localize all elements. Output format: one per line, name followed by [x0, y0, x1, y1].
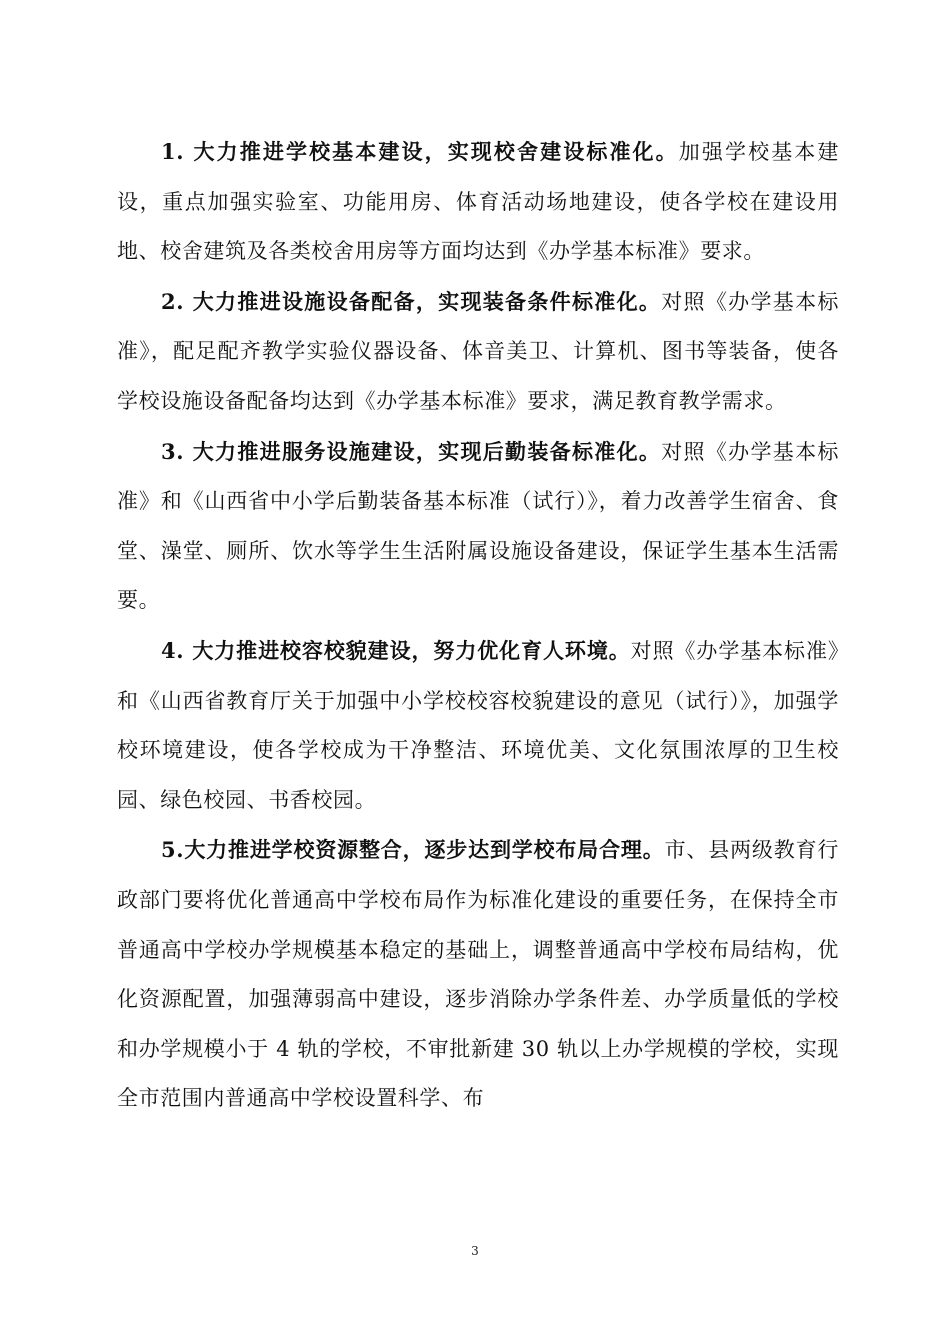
document-body	[117, 127, 839, 1124]
paragraph-3-text: 对照《办学基本标准》和《山西省中小学后勤装备基本标准（试行）》，着力改善学生宿舍、食堂、澡堂、厕所、饮水等学生生活附属设施设备建设，保证学生基本生活需要。	[117, 439, 839, 613]
paragraph-1	[117, 127, 839, 277]
paragraph-2-heading: 2. 大力推进设施设备配备，实现装备条件标准化。	[161, 288, 662, 314]
paragraph-5	[117, 825, 839, 1124]
paragraph-4	[117, 626, 839, 825]
paragraph-2-text: 对照《办学基本标准》，配足配齐教学实验仪器设备、体音美卫、计算机、图书等装备，使各学校设施设备配备均达到《办学基本标准》要求，满足教育教学需求。	[117, 289, 839, 413]
paragraph-2	[117, 277, 839, 427]
paragraph-1-text: 加强学校基本建设，重点加强实验室、功能用房、体育活动场地建设，使各学校在建设用地、校舍建筑及各类校舍用房等方面均达到《办学基本标准》要求。	[117, 140, 839, 264]
paragraph-5-heading: 5.大力推进学校资源整合，逐步达到学校布局合理。	[161, 837, 665, 863]
paragraph-3	[117, 427, 839, 626]
paragraph-5-text: 市、县两级教育行政部门要将优化普通高中学校布局作为标准化建设的重要任务，在保持全市普通高中学校办学规模基本稳定的基础上，调整普通高中学校布局结构，优化资源配置，加强薄弱高中建设，逐步消除办学条件差、办学质量低的学校和办学规模小于 4 轨的学校，不审批新建 30 轨以上办学规模的学校，实现全市范围内普通高中学校设置科学、布	[117, 838, 839, 1111]
paragraph-4-heading: 4. 大力推进校容校貌建设，努力优化育人环境。	[161, 637, 631, 663]
paragraph-1-heading: 1. 大力推进学校基本建设，实现校舍建设标准化。	[161, 139, 679, 164]
page-number: 3	[471, 1244, 479, 1258]
paragraph-3-heading: 3. 大力推进服务设施建设，实现后勤装备标准化。	[161, 438, 662, 464]
paragraph-4-text: 对照《办学基本标准》和《山西省教育厅关于加强中小学校校容校貌建设的意见（试行）》，加强学校环境建设，使各学校成为干净整洁、环境优美、文化氛围浓厚的卫生校园、绿色校园、书香校园。	[117, 638, 839, 812]
